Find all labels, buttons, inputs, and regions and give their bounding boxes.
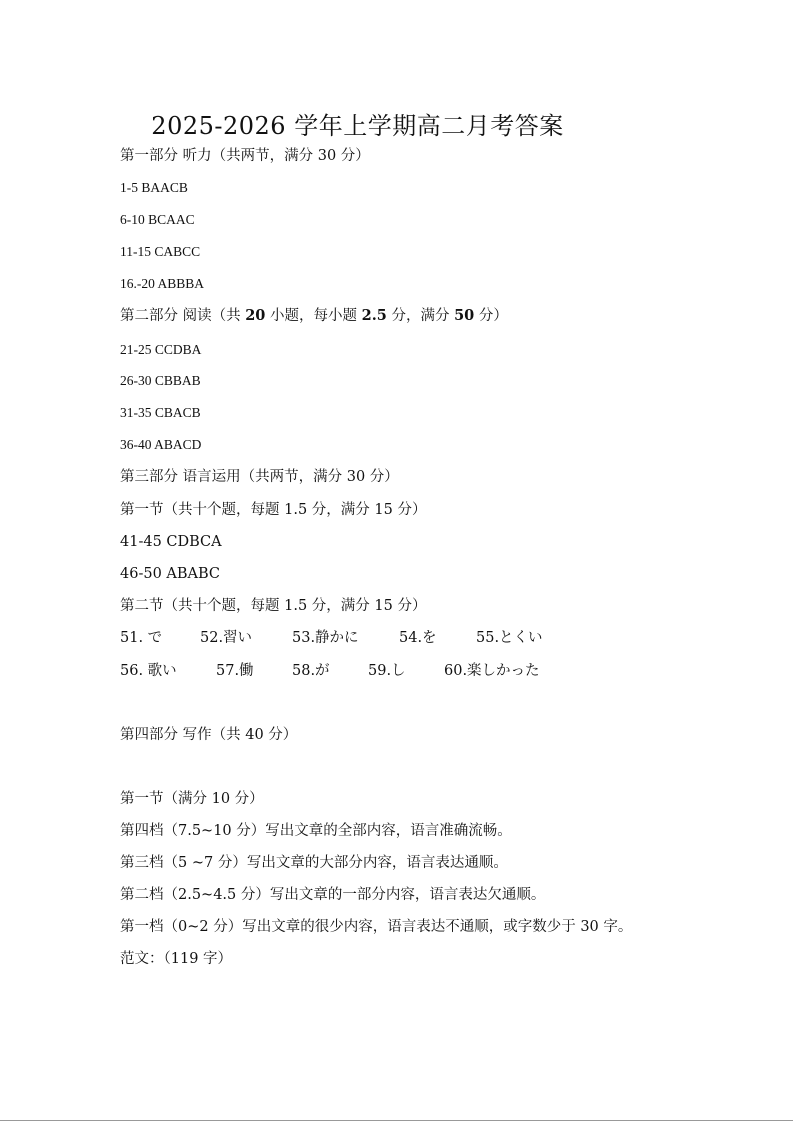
fill-answer: 59.し — [368, 663, 406, 679]
score-per-question: 2.5 — [361, 307, 387, 324]
part2-heading — [120, 307, 508, 325]
grade-criteria: 第二档（2.5~4.5 分）写出文章的一部分内容，语言表达欠通顺。 — [120, 887, 546, 903]
answer-line: 16.-20 ABBBA — [120, 276, 205, 291]
answer-line: 1-5 BAACB — [120, 180, 188, 195]
fill-answer: 54.を — [399, 630, 437, 646]
fill-answer: 53.静かに — [292, 630, 359, 646]
answer-line: 6-10 BCAAC — [120, 212, 195, 227]
grade-criteria: 第四档（7.5~10 分）写出文章的全部内容，语言准确流畅。 — [120, 823, 512, 839]
fill-answer: 55.とくい — [476, 630, 543, 646]
part2-heading-text: 分） — [474, 308, 508, 324]
answer-line: 46-50 ABABC — [120, 566, 221, 582]
part2-heading-text: 分，满分 — [386, 308, 455, 324]
page-bottom-rule — [0, 1120, 793, 1121]
document-title: 2025-2026 学年上学期高二月考答案 — [151, 112, 564, 140]
question-count: 20 — [245, 307, 266, 324]
answer-line: 21-25 CCDBA — [120, 342, 202, 357]
sample-essay-label: 范文：（119 字） — [120, 951, 233, 967]
fill-answer: 60.楽しかった — [444, 663, 540, 679]
part4-heading: 第四部分 写作（共 40 分） — [120, 727, 298, 743]
answer-line: 31-35 CBACB — [120, 405, 201, 420]
part1-heading: 第一部分 听力（共两节，满分 30 分） — [120, 148, 370, 164]
fill-answer: 51. で — [120, 630, 163, 646]
fill-answers-row — [120, 629, 543, 647]
section-heading: 第二节（共十个题，每题 1.5 分，满分 15 分） — [120, 598, 427, 614]
part2-heading-text: 小题，每小题 — [265, 308, 362, 324]
answer-line: 11-15 CABCC — [120, 244, 201, 259]
section-heading: 第一节（共十个题，每题 1.5 分，满分 15 分） — [120, 502, 427, 518]
section-heading: 第一节（满分 10 分） — [120, 791, 264, 807]
part2-heading-text: 第二部分 阅读（共 — [120, 308, 246, 324]
fill-answers-row — [120, 662, 540, 680]
total-score: 50 — [454, 307, 475, 324]
part3-heading: 第三部分 语言运用（共两节，满分 30 分） — [120, 469, 399, 485]
fill-answer: 58.が — [292, 663, 330, 679]
fill-answer: 56. 歌い — [120, 663, 177, 679]
answer-line: 41-45 CDBCA — [120, 534, 222, 550]
fill-answer: 57.働 — [216, 663, 254, 679]
answer-line: 26-30 CBBAB — [120, 373, 201, 388]
grade-criteria: 第三档（5 ~7 分）写出文章的大部分内容，语言表达通顺。 — [120, 855, 508, 871]
answer-line: 36-40 ABACD — [120, 437, 202, 452]
grade-criteria: 第一档（0~2 分）写出文章的很少内容，语言表达不通顺，或字数少于 30 字。 — [120, 919, 633, 935]
fill-answer: 52.習い — [200, 630, 253, 646]
